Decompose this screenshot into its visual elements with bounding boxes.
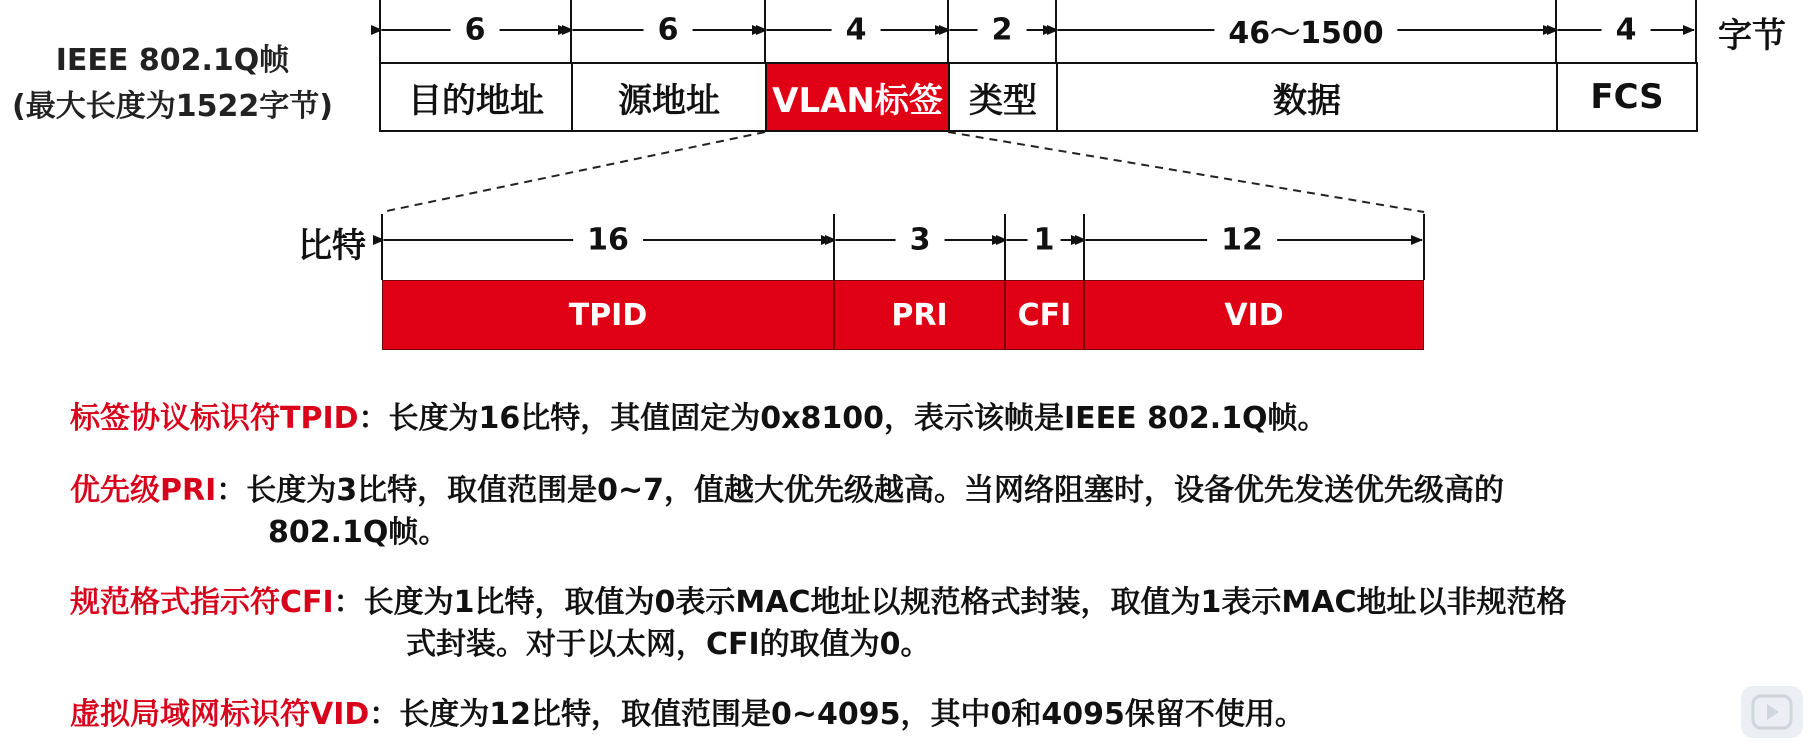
field-src-addr: 源地址 — [571, 62, 767, 132]
size-label-dest-addr: 6 — [451, 13, 500, 48]
size-label-data: 46～1500 — [1214, 8, 1397, 52]
description-vid — [70, 694, 1305, 736]
description-text: ：长度为3比特，取值范围是0~7，值越大优先级越高。当网络阻塞时，设备优先发送优先级高的 — [216, 473, 1505, 508]
bit-field-tpid: TPID — [382, 280, 834, 350]
description-term: 标签协议标识符TPID — [70, 401, 359, 436]
field-type: 类型 — [948, 62, 1058, 132]
field-dest-addr: 目的地址 — [379, 62, 573, 132]
description-term: 规范格式指示符CFI — [70, 585, 334, 620]
description-cfi — [70, 582, 1566, 666]
field-data: 数据 — [1056, 62, 1558, 132]
video-play-icon — [1741, 686, 1803, 738]
description-term: 优先级PRI — [70, 473, 217, 508]
bit-field-vid: VID — [1084, 280, 1424, 350]
size-label-cfi: 1 — [1028, 223, 1061, 258]
size-label-tpid: 16 — [573, 223, 643, 258]
description-continuation: 802.1Q帧。 — [268, 515, 449, 550]
description-tpid — [70, 398, 1327, 440]
bit-field-cfi: CFI — [1005, 280, 1084, 350]
description-text: ：长度为16比特，其值固定为0x8100，表示该帧是IEEE 802.1Q帧。 — [358, 401, 1328, 436]
field-vlan-tag: VLAN标签 — [765, 62, 950, 132]
size-label-vid: 12 — [1207, 223, 1277, 258]
size-label-pri: 3 — [896, 223, 945, 258]
bit-unit-label: 比特 — [298, 226, 366, 266]
frame-title-line1: IEEE 802.1Q帧 — [55, 43, 290, 78]
frame-title-line2: (最大长度为1522字节) — [12, 89, 333, 124]
description-term: 虚拟局域网标识符VID — [70, 697, 370, 732]
byte-unit-label: 字节 — [1718, 16, 1786, 56]
size-label-src-addr: 6 — [644, 13, 693, 48]
size-label-vlan-tag: 4 — [832, 13, 881, 48]
bit-field-pri: PRI — [834, 280, 1005, 350]
description-text: ：长度为12比特，取值范围是0~4095，其中0和4095保留不使用。 — [369, 697, 1305, 732]
field-fcs: FCS — [1556, 62, 1698, 132]
description-text: ：长度为1比特，取值为0表示MAC地址以规范格式封装，取值为1表示MAC地址以非规范格 — [333, 585, 1567, 620]
description-continuation: 式封装。对于以太网，CFI的取值为0。 — [406, 627, 931, 662]
size-label-type: 2 — [978, 13, 1027, 48]
description-pri — [70, 470, 1504, 554]
size-label-fcs: 4 — [1602, 13, 1651, 48]
